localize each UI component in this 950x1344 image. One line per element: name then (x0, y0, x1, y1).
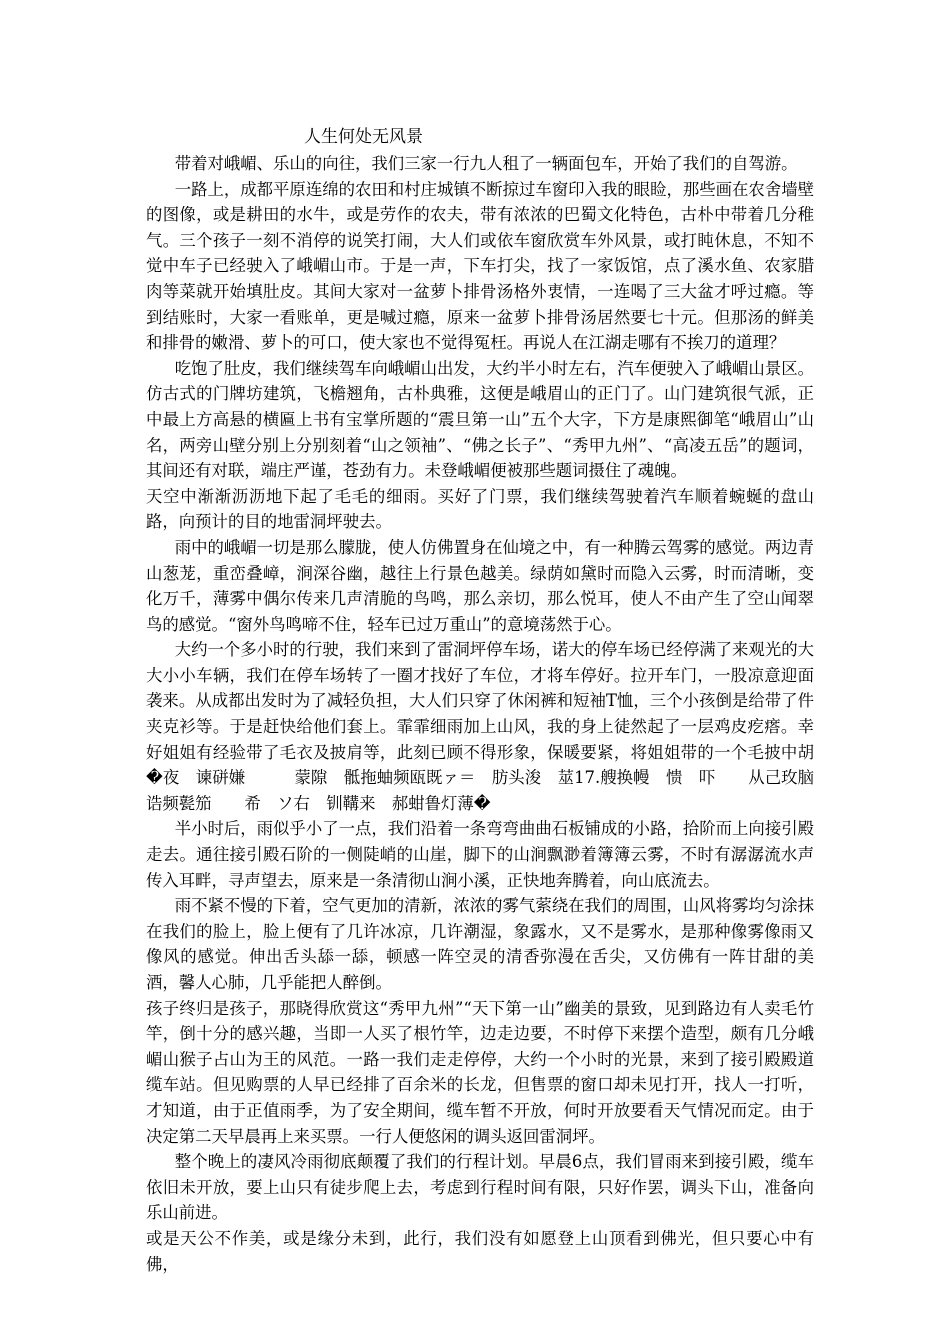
document-title: 人生何处无风景 (304, 127, 423, 147)
paragraph: 大约一个多小时的行驶，我们来到了雷洞坪停车场，诺大的停车场已经停满了来观光的大大小小车辆，我们在停车场转了一圈才找好了车位，才将车停好。拉开车门，一股凉意迎面袭来。从成都出发时为了减轻负担，大人们只穿了休闲裤和短袖T恤，三个小孩倒是给带了件夹克衫等。于是赶快给他们套上。霏霏细雨加上山风，我的身上徒然起了一层鸡皮疙瘩。幸好姐姐有经验带了毛衣及披肩等，此刻已顾不得形象，保暖要紧，将姐姐带的一个毛披中胡�夜 谏硑嫌 蒙隙 骶拖蚰频瓯既ァ＝ 肪头浚 莁17.艘换幔 愦 吓 从己玫脑诰频甏笳 希 ソ右 钏鞲来 郝蚶鲁灯薄� (146, 640, 814, 813)
paragraph: 雨中的峨嵋一切是那么朦胧，使人仿佛置身在仙境之中，有一种腾云驾雾的感觉。两边青山葱茏，重峦叠嶂，涧深谷幽，越往上行景色越美。绿荫如黛时而隐入云雾，时而清晰，变化万千，薄雾中偶尔传来几声清脆的鸟鸣，那么亲切，那么悦耳，使人不由产生了空山闻翠鸟的感觉。“窗外鸟鸣啼不住，轻车已过万重山”的意境荡然于心。 (146, 537, 814, 634)
paragraph: 雨不紧不慢的下着，空气更加的清新，浓浓的雾气萦绕在我们的周围，山风将雾均匀涂抹在我们的脸上，脸上便有了几许冰凉，几许潮湿，象露水，又不是雾水，是那种像雾像雨又像风的感觉。伸出舌头舔一舔，顿感一阵空灵的清香弥漫在舌尖，又仿佛有一阵甘甜的美酒，馨人心肺，几乎能把人醉倒。 (146, 896, 814, 992)
paragraph: 吃饱了肚皮，我们继续驾车向峨嵋山出发，大约半小时左右，汽车便驶入了峨嵋山景区。仿古式的门牌坊建筑，飞檐翘角，古朴典雅，这便是峨眉山的正门了。山门建筑很气派，正中最上方高悬的横匾上书有宝掌所题的“震旦第一山”五个大字，下方是康熙御笔“峨眉山”山名，两旁山壁分别上分别刻着“山之领袖”、“佛之长子”、“秀甲九州”、“高凌五岳”的题词，其间还有对联，端庄严谨，苍劲有力。未登峨嵋便被那些题词摄住了魂魄。 (146, 358, 814, 481)
paragraph: 孩子终归是孩子，那晓得欣赏这“秀甲九州”“天下第一山”幽美的景致，见到路边有人卖毛竹竿，倒十分的感兴趣，当即一人买了根竹竿，边走边要，不时停下来摆个造型，颇有几分峨嵋山猴子占山为王的风范。一路一我们走走停停，大约一个小时的光景，来到了接引殿殿道缆车站。但见购票的人早已经排了百余米的长龙，但售票的窗口却未见打开，找人一打听，才知道，由于正值雨季，为了安全期间，缆车暂不开放，何时开放要看天气情况而定。由于决定第二天早晨再上来买票。一行人便悠闲的调头返回雷洞坪。 (146, 998, 814, 1146)
paragraph: 半小时后，雨似乎小了一点，我们沿着一条弯弯曲曲石板铺成的小路，拾阶而上向接引殿走去。通往接引殿石阶的一侧陡峭的山崖，脚下的山涧飘渺着簿簿云雾，不时有潺潺流水声传入耳畔，寻声望去，原来是一条清彻山涧小溪，正快地奔腾着，向山底流去。 (146, 819, 814, 890)
paragraph: 整个晚上的凄风冷雨彻底颠覆了我们的行程计划。早晨6点，我们冒雨来到接引殿，缆车依旧未开放，要上山只有徒步爬上去，考虑到行程时间有限，只好作罢，调头下山，准备向乐山前进。 (146, 1152, 814, 1223)
paragraph: 或是天公不作美，或是缘分未到，此行，我们没有如愿登上山顶看到佛光，但只要心中有佛， (146, 1228, 814, 1274)
paragraph: 带着对峨嵋、乐山的向往，我们三家一行九人租了一辆面包车，开始了我们的自驾游。 (174, 154, 798, 173)
paragraph: 天空中渐渐沥沥地下起了毛毛的细雨。买好了门票，我们继续驾驶着汽车顺着蜿蜒的盘山路，向预计的目的地雷洞坪驶去。 (146, 486, 814, 532)
document-body (146, 151, 814, 1277)
paragraph: 一路上，成都平原连绵的农田和村庄城镇不断掠过车窗印入我的眼睑，那些画在农舍墙壁的图像，或是耕田的水牛，或是劳作的农夫，带有浓浓的巴蜀文化特色，古朴中带着几分稚气。三个孩子一刻不消停的说笑打闹，大人们或依车窗欣赏车外风景，或打盹休息，不知不觉中车子已经驶入了峨嵋山市。于是一声，下车打尖，找了一家饭馆，点了溪水鱼、农家腊肉等菜就开始填肚皮。其间大家对一盆萝卜排骨汤格外衷情，一连喝了三大盆才呼过瘾。等到结账时，大家一看账单，更是喊过瘾，原来一盆萝卜排骨汤居然要七十元。但那汤的鲜美和排骨的嫩滑、萝卜的可口，使大家也不觉得冤枉。再说人在江湖走哪有不挨刀的道理？ (146, 179, 814, 353)
